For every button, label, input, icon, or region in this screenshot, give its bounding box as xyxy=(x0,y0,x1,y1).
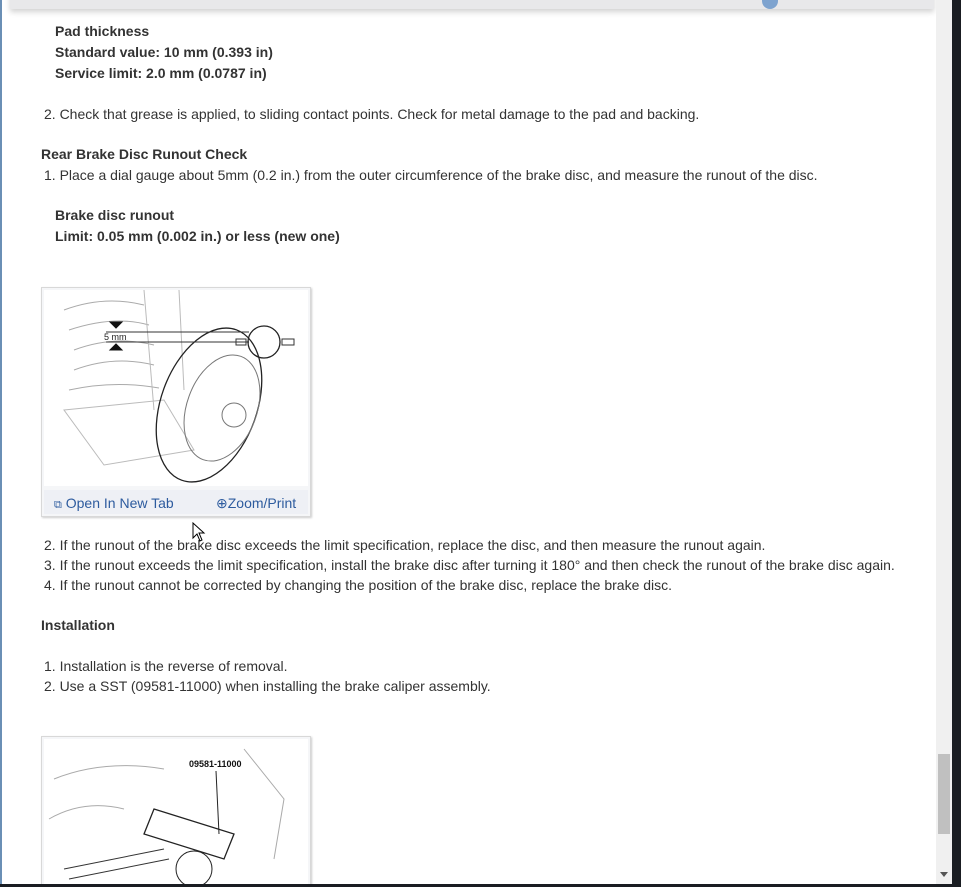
runout-step-1: 1. Place a dial gauge about 5mm (0.2 in.) from the outer circumference of the brake disc, and measure the runout of the disc. xyxy=(44,167,818,183)
runout-heading: Rear Brake Disc Runout Check xyxy=(41,146,248,162)
open-tab-label: Open In New Tab xyxy=(65,495,174,511)
zoom-print-link[interactable] xyxy=(216,495,296,512)
runout-step-2: 2. If the runout of the brake disc exceeds the limit specification, replace the disc, and then measure the runout again. xyxy=(44,537,766,553)
pad-standard-value: Standard value: 10 mm (0.393 in) xyxy=(55,44,273,60)
runout-step-3: 3. If the runout exceeds the limit specification, install the brake disc after turning it 180° and then check the runout of the brake disc again. xyxy=(44,557,895,573)
pad-service-limit: Service limit: 2.0 mm (0.0787 in) xyxy=(55,65,267,81)
runout-spec-limit: Limit: 0.05 mm (0.002 in.) or less (new one) xyxy=(55,228,340,244)
installation-illustration xyxy=(44,739,308,884)
runout-illustration xyxy=(44,290,308,486)
open-in-new-tab-link[interactable] xyxy=(54,495,174,512)
mouse-cursor xyxy=(192,522,206,542)
open-tab-icon: ⧉ xyxy=(54,499,62,511)
installation-step-1: 1. Installation is the reverse of removal. xyxy=(44,658,288,674)
runout-spec-title: Brake disc runout xyxy=(55,207,175,223)
header-bar xyxy=(10,0,934,9)
pad-thickness-title: Pad thickness xyxy=(55,23,150,39)
scrollbar-thumb[interactable] xyxy=(938,754,950,834)
vertical-scrollbar[interactable] xyxy=(936,0,952,884)
installation-heading: Installation xyxy=(41,617,115,633)
header-icon[interactable] xyxy=(762,0,778,9)
runout-figure xyxy=(41,287,311,517)
figure-5mm-label: 5 mm xyxy=(104,332,127,342)
zoom-icon: ⊕ xyxy=(216,495,228,511)
grease-step: 2. Check that grease is applied, to sliding contact points. Check for metal damage to the pad and backing. xyxy=(44,106,700,122)
scroll-down-arrow-icon[interactable] xyxy=(940,872,948,877)
runout-step-4: 4. If the runout cannot be corrected by changing the position of the brake disc, replace the brake disc. xyxy=(44,577,673,593)
installation-figure xyxy=(41,736,311,884)
zoom-print-label: Zoom/Print xyxy=(227,495,297,511)
installation-step-2: 2. Use a SST (09581-11000) when installing the brake caliper assembly. xyxy=(44,678,491,694)
sst-label: 09581-11000 xyxy=(189,759,242,769)
figure-actions xyxy=(44,490,308,514)
